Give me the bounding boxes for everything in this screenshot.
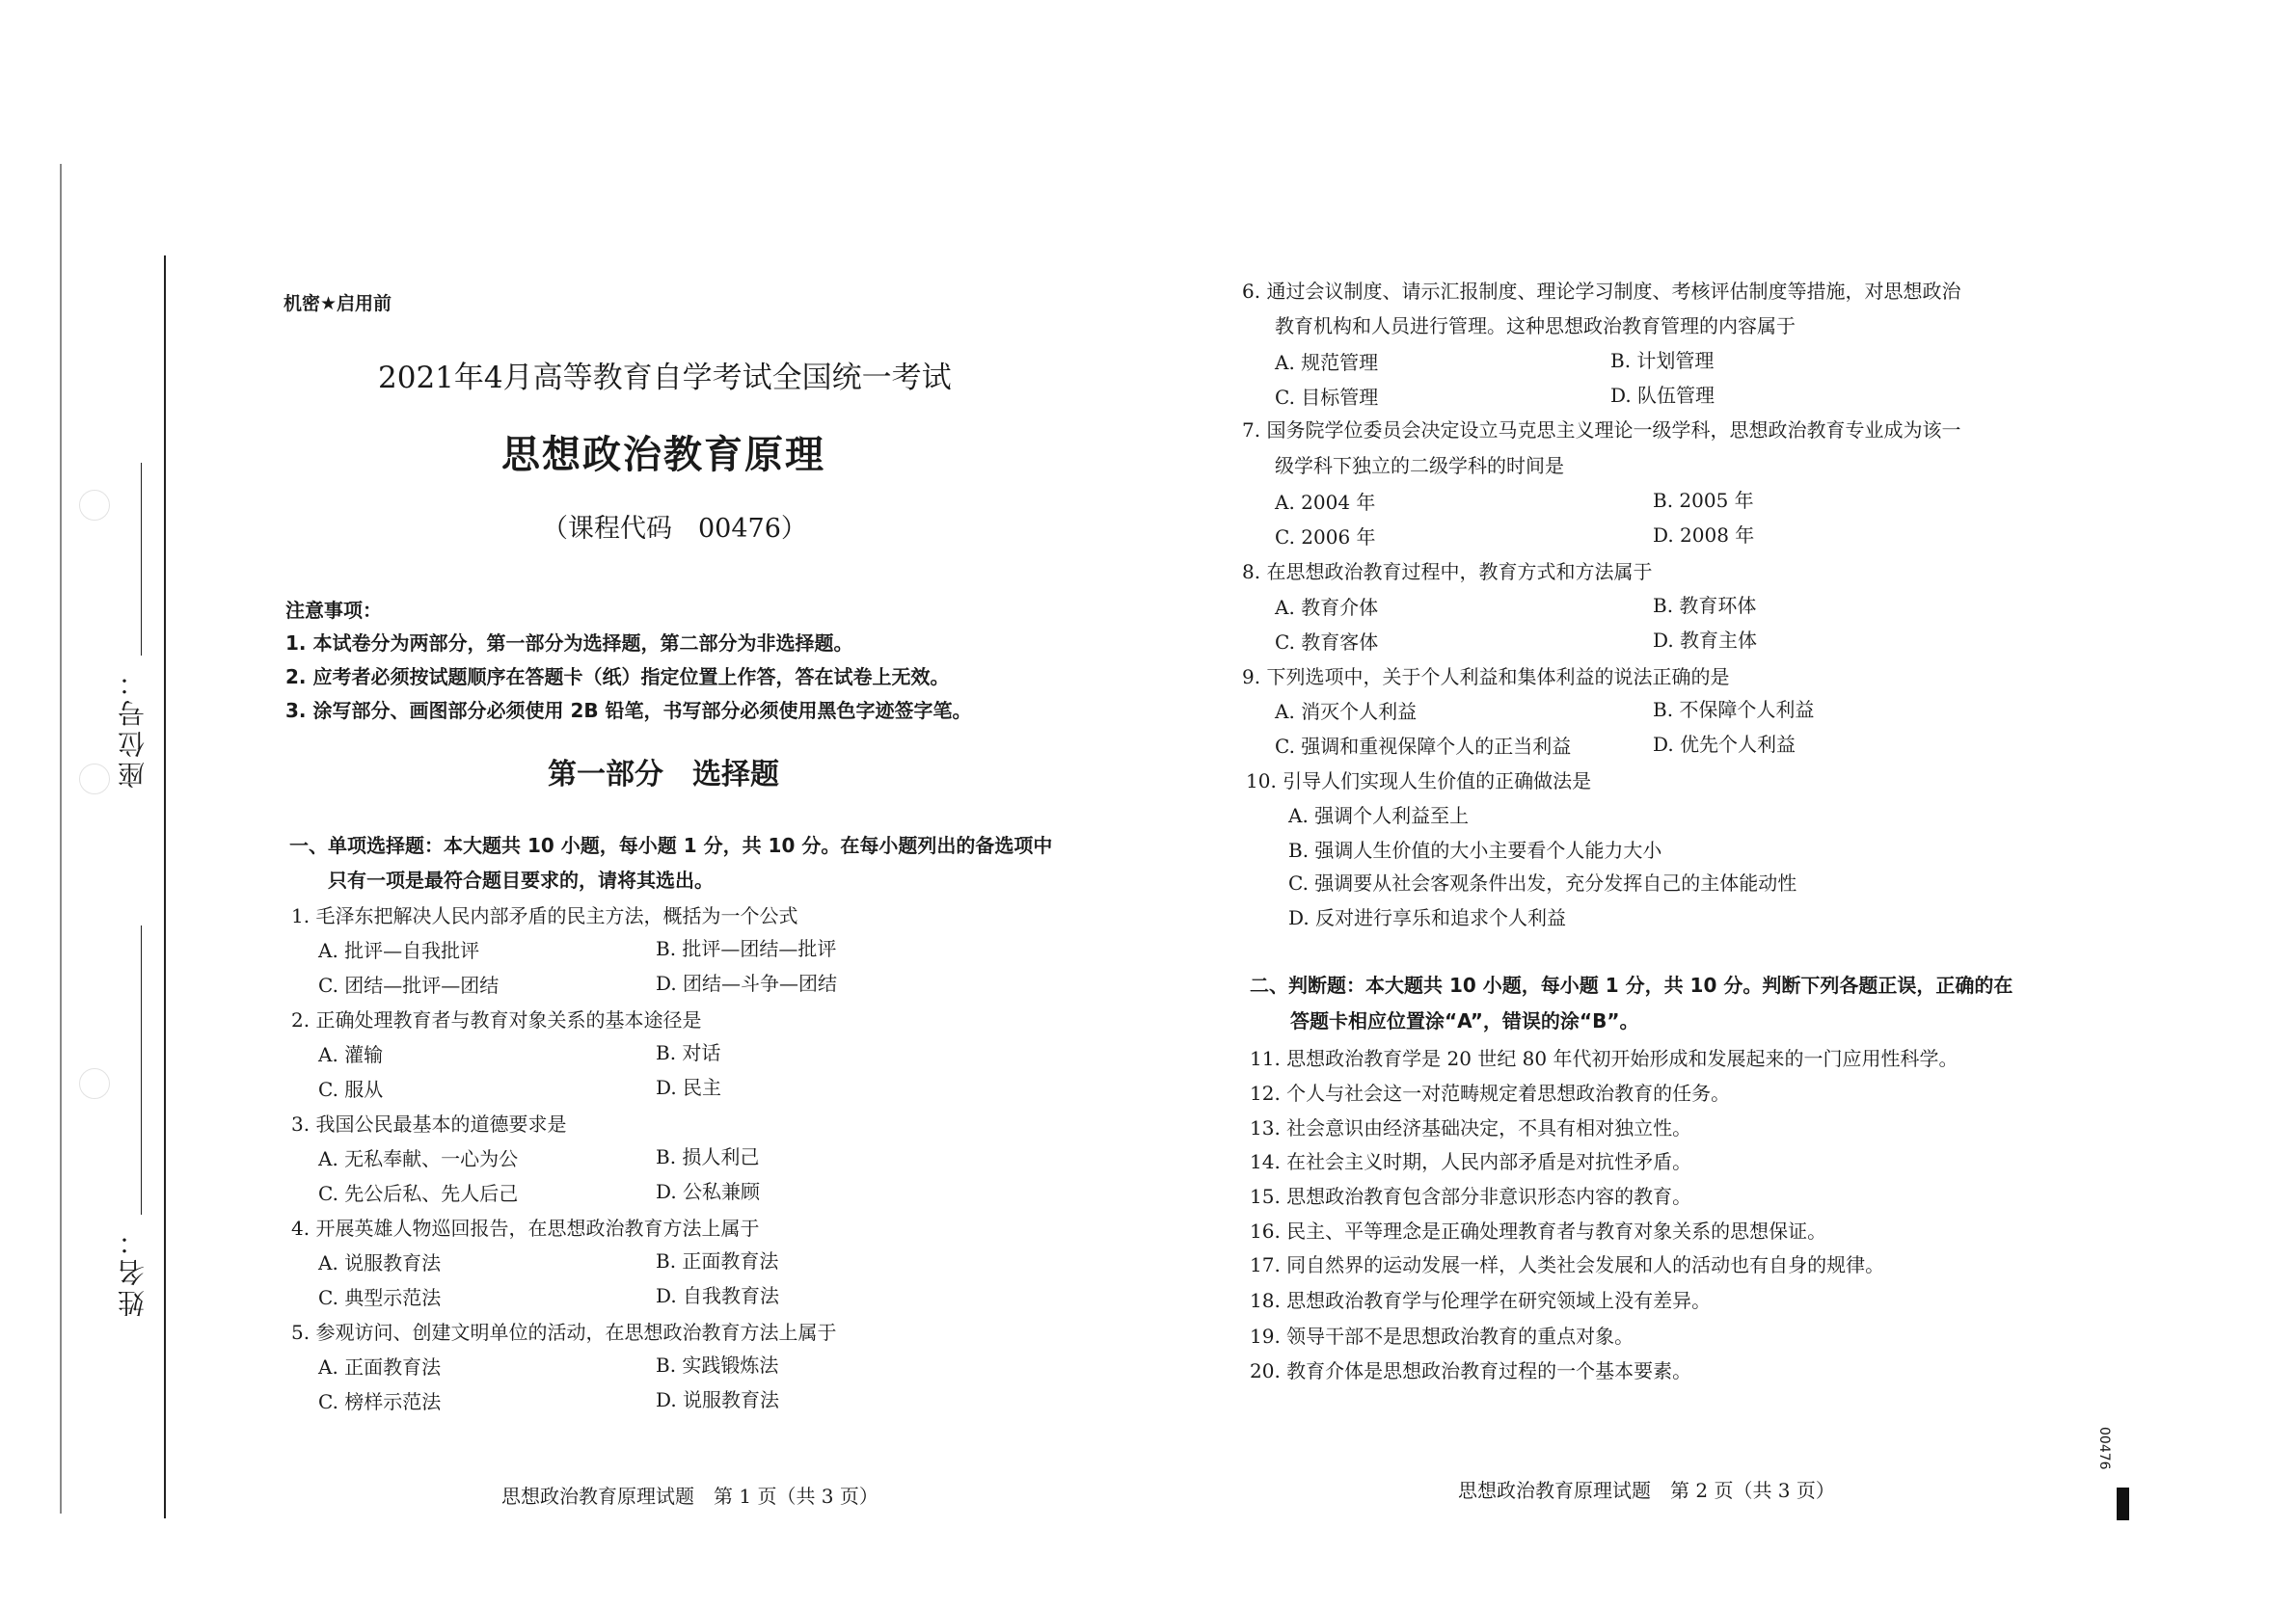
subject-title: 思想政治教育原理 [501,432,825,477]
option-b: B. 教育环体 [1653,594,1757,617]
option-c: C. 教育客体 [1275,630,1379,654]
tf-item: 17. 同自然界的运动发展一样，人类社会发展和人的活动也有自身的规律。 [1250,1253,1885,1276]
punch-hole [79,764,110,794]
note-item: 2. 应考者必须按试题顺序在答题卡（纸）指定位置上作答，答在试卷上无效。 [285,665,950,688]
option-b: B. 对话 [656,1041,721,1064]
option-d: D. 团结—斗争—团结 [656,972,838,995]
binding-line [164,255,166,1518]
note-item: 1. 本试卷分为两部分，第一部分为选择题，第二部分为非选择题。 [285,631,853,655]
tf-item: 12. 个人与社会这一对范畴规定着思想政治教育的任务。 [1250,1082,1731,1105]
option-d: D. 队伍管理 [1610,384,1715,407]
option-c: C. 强调和重视保障个人的正当利益 [1275,735,1572,758]
page-footer: 思想政治教育原理试题 第 1 页（共 3 页） [501,1485,878,1508]
option-a: A. 批评—自我批评 [318,939,480,962]
seat-underline[interactable] [141,463,142,656]
option-d: D. 2008 年 [1653,523,1755,547]
option-b: B. 计划管理 [1610,349,1715,372]
option-a: A. 规范管理 [1275,351,1379,374]
section-heading: 一、单项选择题：本大题共 10 小题，每小题 1 分，共 10 分。在每小题列出的备选项中 [289,834,1053,857]
question-stem: 4. 开展英雄人物巡回报告，在思想政治教育方法上属于 [291,1217,760,1240]
question-stem: 7. 国务院学位委员会决定设立马克思主义理论一级学科，思想政治教育专业成为该一 [1242,418,1961,442]
tf-item: 11. 思想政治教育学是 20 世纪 80 年代初开始形成和发展起来的一门应用性科学。 [1250,1047,1958,1070]
option-b: B. 不保障个人利益 [1653,698,1815,721]
question-stem: 5. 参观访问、创建文明单位的活动，在思想政治教育方法上属于 [291,1321,837,1344]
option-a: A. 强调个人利益至上 [1288,804,1470,827]
part-title: 第一部分 选择题 [548,758,779,791]
question-stem: 2. 正确处理教育者与教育对象关系的基本途径是 [291,1008,702,1032]
notes-title: 注意事项： [285,599,382,622]
option-a: A. 正面教育法 [318,1355,442,1379]
exam-title: 2021年4月高等教育自学考试全国统一考试 [378,361,952,395]
option-a: A. 消灭个人利益 [1275,700,1418,723]
question-stem: 10. 引导人们实现人生价值的正确做法是 [1246,769,1592,792]
note-item: 3. 涂写部分、画图部分必须使用 2B 铅笔，书写部分必须使用黑色字迹签字笔。 [285,699,972,722]
option-b: B. 实践锻炼法 [656,1354,779,1377]
question-stem: 1. 毛泽东把解决人民内部矛盾的民主方法，概括为一个公式 [291,904,798,927]
option-a: A. 无私奉献、一心为公 [318,1147,519,1170]
section-heading: 答题卡相应位置涂“A”，错误的涂“B”。 [1290,1009,1639,1032]
tf-item: 14. 在社会主义时期，人民内部矛盾是对抗性矛盾。 [1250,1150,1692,1173]
option-b: B. 正面教育法 [656,1249,779,1273]
option-c: C. 强调要从社会客观条件出发，充分发挥自己的主体能动性 [1288,872,1797,895]
option-c: C. 榜样示范法 [318,1390,442,1413]
option-c: C. 团结—批评—团结 [318,974,500,997]
tf-item: 20. 教育介体是思想政治教育过程的一个基本要素。 [1250,1359,1692,1382]
option-a: A. 灌输 [318,1043,384,1066]
option-b: B. 损人利己 [656,1145,760,1168]
tf-item: 16. 民主、平等理念是正确处理教育者与教育对象关系的思想保证。 [1250,1220,1827,1243]
question-stem-cont: 教育机构和人员进行管理。这种思想政治教育管理的内容属于 [1275,314,1796,337]
option-a: A. 说服教育法 [318,1251,442,1274]
tf-item: 13. 社会意识由经济基础决定，不具有相对独立性。 [1250,1116,1692,1140]
option-b: B. 批评—团结—批评 [656,937,837,960]
side-code: 00476 [2096,1427,2112,1470]
course-code: （课程代码 00476） [542,514,807,544]
option-d: D. 优先个人利益 [1653,733,1796,756]
question-stem-cont: 级学科下独立的二级学科的时间是 [1275,454,1564,477]
question-stem: 6. 通过会议制度、请示汇报制度、理论学习制度、考核评估制度等措施，对思想政治 [1242,280,1961,303]
tf-item: 18. 思想政治教育学与伦理学在研究领域上没有差异。 [1250,1289,1712,1312]
option-b: B. 2005 年 [1653,489,1754,512]
option-c: C. 先公后私、先人后己 [318,1182,519,1205]
section-heading: 二、判断题：本大题共 10 小题，每小题 1 分，共 10 分。判断下列各题正误，正确的在 [1250,974,2013,997]
scan-edge-line [60,164,62,1514]
punch-hole [79,490,110,521]
name-label: 姓名： [117,1224,149,1317]
option-d: D. 公私兼顾 [656,1180,761,1203]
question-stem: 8. 在思想政治教育过程中，教育方式和方法属于 [1242,560,1653,583]
question-stem: 3. 我国公民最基本的道德要求是 [291,1113,567,1136]
option-d: D. 教育主体 [1653,629,1758,652]
option-c: C. 典型示范法 [318,1286,442,1309]
page-footer: 思想政治教育原理试题 第 2 页（共 3 页） [1458,1479,1835,1502]
option-d: D. 民主 [656,1076,722,1099]
question-stem: 9. 下列选项中，关于个人利益和集体利益的说法正确的是 [1242,665,1730,688]
option-b: B. 强调人生价值的大小主要看个人能力大小 [1288,839,1662,862]
punch-hole [79,1068,110,1099]
option-d: D. 自我教育法 [656,1284,780,1307]
option-c: C. 服从 [318,1078,384,1101]
seat-label: 座位号： [117,665,149,789]
tf-item: 19. 领导干部不是思想政治教育的重点对象。 [1250,1325,1634,1348]
option-a: A. 2004 年 [1275,491,1376,514]
tf-item: 15. 思想政治教育包含部分非意识形态内容的教育。 [1250,1185,1692,1208]
section-heading: 只有一项是最符合题目要求的，请将其选出。 [328,869,714,892]
option-c: C. 目标管理 [1275,386,1379,409]
option-d: D. 反对进行享乐和追求个人利益 [1288,906,1567,929]
name-underline[interactable] [141,925,142,1215]
registration-mark [2117,1488,2129,1520]
option-a: A. 教育介体 [1275,596,1379,619]
confidential-mark: 机密★启用前 [284,293,392,314]
option-d: D. 说服教育法 [656,1388,780,1411]
option-c: C. 2006 年 [1275,525,1376,549]
